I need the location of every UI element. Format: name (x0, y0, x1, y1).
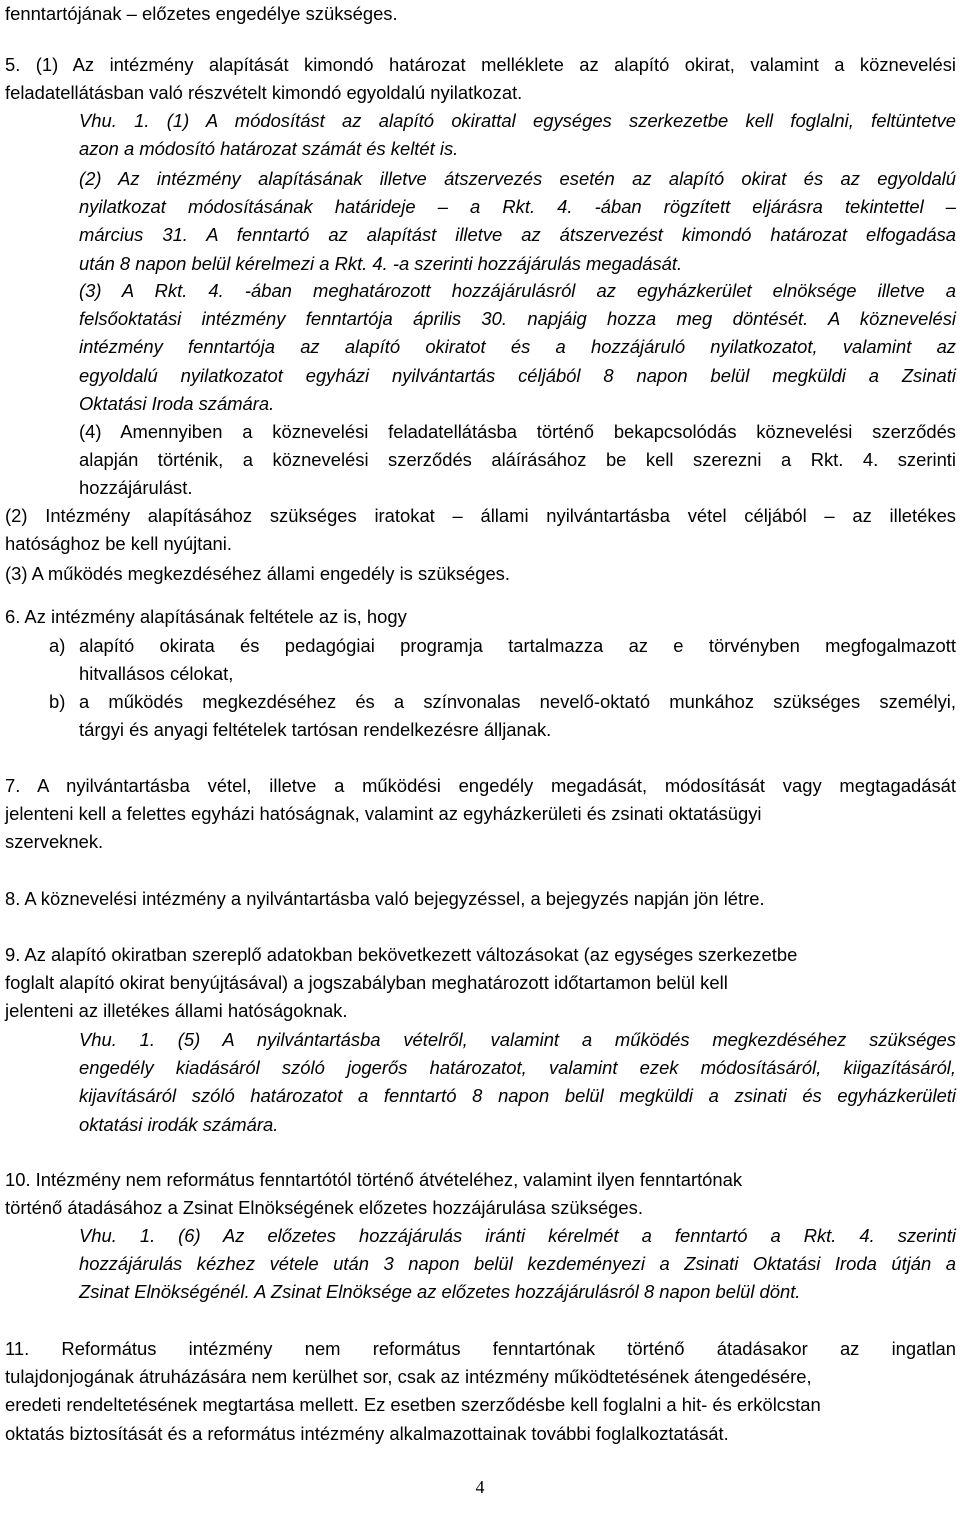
text-line: felsőoktatási intézmény fenntartója április 30. napjáig hozza meg döntését. A köznevelési (79, 308, 956, 330)
section-7 (5, 772, 956, 857)
text-line: 8. A köznevelési intézmény a nyilvántartásba való bejegyzéssel, a bejegyzés napján jön létre. (5, 888, 765, 909)
section-5-paragraph-2 (5, 502, 956, 558)
text-line: hozzájárulás kézhez vétele után 3 napon belül kezdeményezi a Zsinati Oktatási Iroda útján a (79, 1253, 956, 1275)
list-label: b) (49, 691, 66, 712)
text-line: Vhu. 1. (6) Az előzetes hozzájárulás iránti kérelmét a fenntartó a Rkt. 4. szerinti (79, 1225, 956, 1246)
paragraph-intro (5, 0, 956, 28)
text-line: a működés megkezdéséhez és a színvonalas nevelő-oktató munkához szükséges személyi, (79, 691, 956, 712)
text-line: feladatellátásban való részvételt kimondó egyoldalú nyilatkozat. (5, 82, 523, 104)
text-line: oktatás biztosítását és a református intézmény alkalmazottainak további foglalkoztatását. (5, 1422, 729, 1444)
text-line: fenntartójának – előzetes engedélye szükséges. (5, 3, 398, 24)
text-line: engedély kiadásáról szóló jogerős határozatot, valamint ezek módosításáról, kiigazításáról, (79, 1057, 956, 1079)
text-line: jelenteni kell a felettes egyházi hatóságnak, valamint az egyházkerületi és zsinati oktatásügyi (5, 803, 762, 825)
text-line: 10. Intézmény nem református fenntartótól történő átvételéhez, valamint ilyen fenntartónak (5, 1169, 743, 1190)
text-line: oktatási irodák számára. (79, 1113, 279, 1135)
text-line: foglalt alapító okirat benyújtásával) a jogszabályban meghatározott időtartamon belül kell (5, 972, 728, 994)
text-line: március 31. A fenntartó az alapítást illetve az átszervezést kimondó határozat elfogadása (79, 224, 956, 246)
text-line: tulajdonjogának átruházására nem kerülhet sor, csak az intézmény működtetésének átengedésére, (5, 1366, 812, 1388)
text-line: (2) Intézmény alapításához szükséges iratokat – állami nyilvántartásba vétel céljából – az illetékes (5, 505, 956, 526)
text-line: szerveknek. (5, 831, 104, 853)
text-line: (3) A Rkt. 4. -ában meghatározott hozzájárulásról az egyházkerület elnöksége illetve a (79, 280, 956, 301)
text-line: nyilatkozat módosításának határideje – a Rkt. 4. -ában rögzített eljárásra tekintettel – (79, 196, 956, 218)
text-line: Zsinat Elnökségénél. A Zsinat Elnöksége az előzetes hozzájárulásról 8 napon belül dönt. (79, 1281, 801, 1303)
section-6-item-a (49, 632, 956, 688)
text-line: alapító okirata és pedagógiai programja tartalmazza az e törvényben megfogalmazott (79, 635, 956, 656)
text-line: (4) Amennyiben a köznevelési feladatellátásba történő bekapcsolódás köznevelési szerződés (79, 421, 956, 442)
text-line: hatósághoz be kell nyújtani. (5, 533, 232, 555)
text-line: 9. Az alapító okiratban szereplő adatokban bekövetkezett változásokat (az egységes szerkezetbe (5, 944, 798, 965)
text-line: azon a módosító határozat számát és keltét is. (79, 138, 459, 160)
text-line: eredeti rendeltetésének megtartása mellett. Ez esetben szerződésbe kell foglalni a hit- és erkölcstan (5, 1394, 821, 1416)
section-10 (5, 1166, 956, 1222)
text-line: Vhu. 1. (1) A módosítást az alapító okirattal egységes szerkezetbe kell foglalni, feltüntetve (79, 110, 956, 131)
text-line: 7. A nyilvántartásba vétel, illetve a működési engedély megadását, módosítását vagy megtagadását (5, 775, 956, 796)
section-5-paragraph-1 (5, 51, 956, 107)
text-line: tárgyi és anyagi feltételek tartósan rendelkezésre álljanak. (79, 719, 552, 741)
text-line: után 8 napon belül kérelmezi a Rkt. 4. -a szerinti hozzájárulás megadását. (79, 252, 683, 274)
text-line: 5. (1) Az intézmény alapítását kimondó határozat melléklete az alapító okirat, valamint a köznevelési (5, 54, 956, 75)
vhu-1-2-note (79, 165, 956, 278)
text-line: 11. Református intézmény nem református fenntartónak történő átadásakor az ingatlan (5, 1338, 956, 1359)
text-line: Oktatási Iroda számára. (79, 392, 275, 414)
text-line: Vhu. 1. (5) A nyilvántartásba vételről, valamint a működés megkezdéséhez szükséges (79, 1029, 956, 1050)
text-line: alapján történik, a köznevelési szerződés aláírásához be kell szerezni a Rkt. 4. szerinti (79, 449, 956, 471)
section-9 (5, 941, 956, 1026)
text-line: hozzájárulást. (79, 477, 193, 499)
text-line: 6. Az intézmény alapításának feltétele az is, hogy (5, 606, 407, 627)
vhu-1-3-note (79, 277, 956, 418)
vhu-1-4-note (79, 418, 956, 503)
text-line: (2) Az intézmény alapításának illetve átszervezés esetén az alapító okirat és az egyoldalú (79, 168, 956, 189)
text-line: hitvallásos célokat, (79, 663, 234, 685)
vhu-1-6-note (79, 1222, 956, 1307)
section-5-paragraph-3 (5, 560, 956, 588)
section-6-item-b (49, 688, 956, 744)
text-line: történő átadásához a Zsinat Elnökségének előzetes hozzájárulása szükséges. (5, 1197, 643, 1219)
text-line: egyoldalú nyilatkozatot egyházi nyilvántartás céljából 8 napon belül megküldi a Zsinati (79, 364, 956, 386)
list-label: a) (49, 635, 66, 656)
text-line: (3) A működés megkezdéséhez állami engedély is szükséges. (5, 563, 510, 584)
text-line: kijavításáról szóló határozatot a fenntartó 8 napon belül megküldi a zsinati és egyházkerületi (79, 1085, 956, 1107)
section-8 (5, 885, 956, 913)
text-line: jelenteni az illetékes állami hatóságoknak. (5, 1000, 348, 1022)
text-line: intézmény fenntartója az alapító okiratot és a hozzájáruló nyilatkozatot, valamint az (79, 336, 956, 358)
section-11 (5, 1335, 956, 1448)
section-6-heading (5, 603, 956, 631)
vhu-1-1-note (79, 107, 956, 163)
vhu-1-5-note (79, 1026, 956, 1139)
page-number: 4 (475, 1477, 485, 1497)
